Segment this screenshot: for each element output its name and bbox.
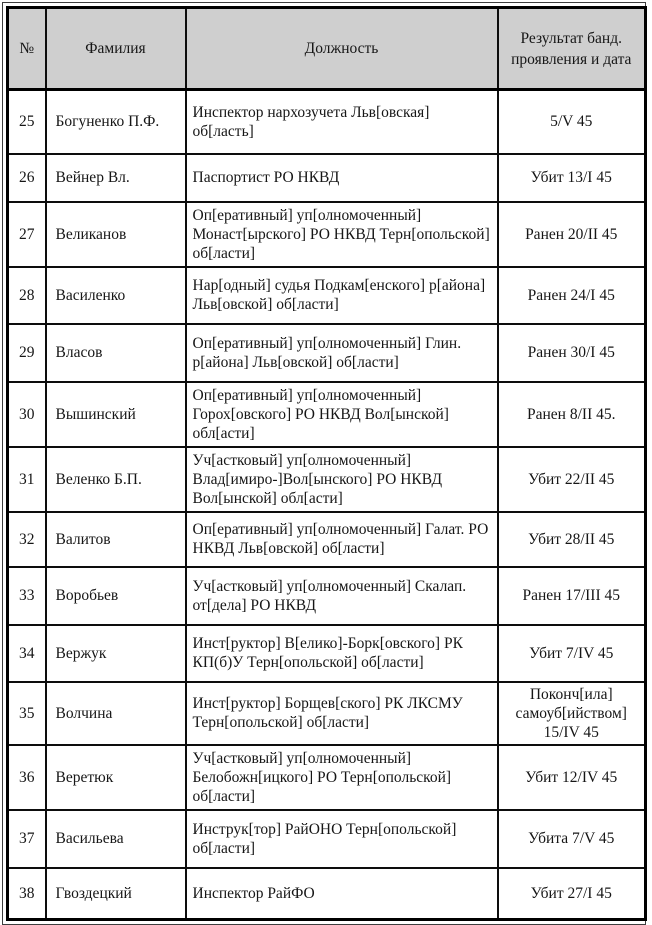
- cell-number: 25: [8, 90, 46, 154]
- cell-position: Оп[еративный] уп[олномоченный] Галат. РО НКВД Льв[овской] об[ласти]: [186, 512, 498, 567]
- col-header-surname: Фамилия: [46, 8, 186, 90]
- cell-surname: Гвоздецкий: [46, 868, 186, 920]
- cell-position: Уч[астковый] уп[олномоченный] Скалап. от[дела] РО НКВД: [186, 567, 498, 625]
- cell-position: Оп[еративный] уп[олномоченный] Глин. р[айона] Льв[овской] об[ласти]: [186, 324, 498, 382]
- col-header-result: Результат банд. проявления и дата: [498, 8, 646, 90]
- cell-result: Убита 7/V 45: [498, 810, 646, 868]
- cell-position: Оп[еративный] уп[олномоченный] Горох[овского] РО НКВД Вол[ынской] обл[асти]: [186, 382, 498, 447]
- cell-surname: Веленко Б.П.: [46, 447, 186, 512]
- cell-result: Ранен 30/I 45: [498, 324, 646, 382]
- cell-position: Инст[руктор] Борщев[ского] РК ЛКСМУ Терн[опольской] об[ласти]: [186, 682, 498, 745]
- cell-position: Инст[руктор] В[елико]-Борк[овского] РК КП(б)У Терн[опольской] об[ласти]: [186, 625, 498, 682]
- table-header-row: [8, 8, 646, 90]
- cell-result: Ранен 17/III 45: [498, 567, 646, 625]
- cell-position: Уч[астковый] уп[олномоченный] Белобожн[ицкого] РО Терн[опольской] об[ласти]: [186, 745, 498, 810]
- cell-result: Убит 27/I 45: [498, 868, 646, 920]
- cell-result: Убит 13/I 45: [498, 154, 646, 202]
- cell-position: Оп[еративный] уп[олномоченный] Монаст[ырского] РО НКВД Терн[опольской] об[ласти]: [186, 202, 498, 267]
- cell-number: 35: [8, 682, 46, 745]
- cell-number: 33: [8, 567, 46, 625]
- cell-result: Ранен 24/I 45: [498, 267, 646, 324]
- cell-number: 37: [8, 810, 46, 868]
- cell-number: 34: [8, 625, 46, 682]
- table-row: [8, 154, 646, 202]
- table-row: [8, 512, 646, 567]
- table-row: [8, 868, 646, 920]
- cell-number: 36: [8, 745, 46, 810]
- table-row: [8, 202, 646, 267]
- cell-result: 5/V 45: [498, 90, 646, 154]
- col-header-position: Должность: [186, 8, 498, 90]
- table-row: [8, 625, 646, 682]
- cell-number: 30: [8, 382, 46, 447]
- cell-surname: Власов: [46, 324, 186, 382]
- cell-surname: Василенко: [46, 267, 186, 324]
- cell-position: Инспектор РайФО: [186, 868, 498, 920]
- table-outer-frame: [2, 2, 646, 925]
- cell-position: Инструк[тор] РайОНО Терн[опольской] об[ласти]: [186, 810, 498, 868]
- cell-result: Поконч[ила] самоуб[ийством] 15/IV 45: [498, 682, 646, 745]
- table-row: [8, 90, 646, 154]
- table-row: [8, 567, 646, 625]
- cell-surname: Вышинский: [46, 382, 186, 447]
- cell-result: Убит 22/II 45: [498, 447, 646, 512]
- cell-surname: Воробьев: [46, 567, 186, 625]
- cell-number: 29: [8, 324, 46, 382]
- table-row: [8, 382, 646, 447]
- cell-surname: Великанов: [46, 202, 186, 267]
- cell-surname: Волчина: [46, 682, 186, 745]
- cell-surname: Вейнер Вл.: [46, 154, 186, 202]
- cell-result: Ранен 8/II 45.: [498, 382, 646, 447]
- casualties-table: [6, 6, 647, 921]
- cell-number: 26: [8, 154, 46, 202]
- cell-number: 31: [8, 447, 46, 512]
- cell-position: Паспортист РО НКВД: [186, 154, 498, 202]
- table-row: [8, 745, 646, 810]
- cell-result: Убит 12/IV 45: [498, 745, 646, 810]
- cell-result: Ранен 20/II 45: [498, 202, 646, 267]
- cell-number: 38: [8, 868, 46, 920]
- table-row: [8, 324, 646, 382]
- table-row: [8, 447, 646, 512]
- table-row: [8, 267, 646, 324]
- cell-result: Убит 7/IV 45: [498, 625, 646, 682]
- cell-position: Уч[астковый] уп[олномоченный] Влад[имиро-]Вол[ынского] РО НКВД Вол[ынской] обл[асти]: [186, 447, 498, 512]
- cell-surname: Валитов: [46, 512, 186, 567]
- cell-result: Убит 28/II 45: [498, 512, 646, 567]
- cell-surname: Богуненко П.Ф.: [46, 90, 186, 154]
- cell-number: 32: [8, 512, 46, 567]
- cell-number: 27: [8, 202, 46, 267]
- cell-surname: Вержук: [46, 625, 186, 682]
- cell-number: 28: [8, 267, 46, 324]
- table-row: [8, 810, 646, 868]
- cell-position: Инспектор нархозучета Льв[овская] об[ласть]: [186, 90, 498, 154]
- table-row: [8, 682, 646, 745]
- col-header-number: №: [8, 8, 46, 90]
- cell-surname: Васильева: [46, 810, 186, 868]
- cell-position: Нар[одный] судья Подкам[енского] р[айона] Льв[овской] об[ласти]: [186, 267, 498, 324]
- cell-surname: Веретюк: [46, 745, 186, 810]
